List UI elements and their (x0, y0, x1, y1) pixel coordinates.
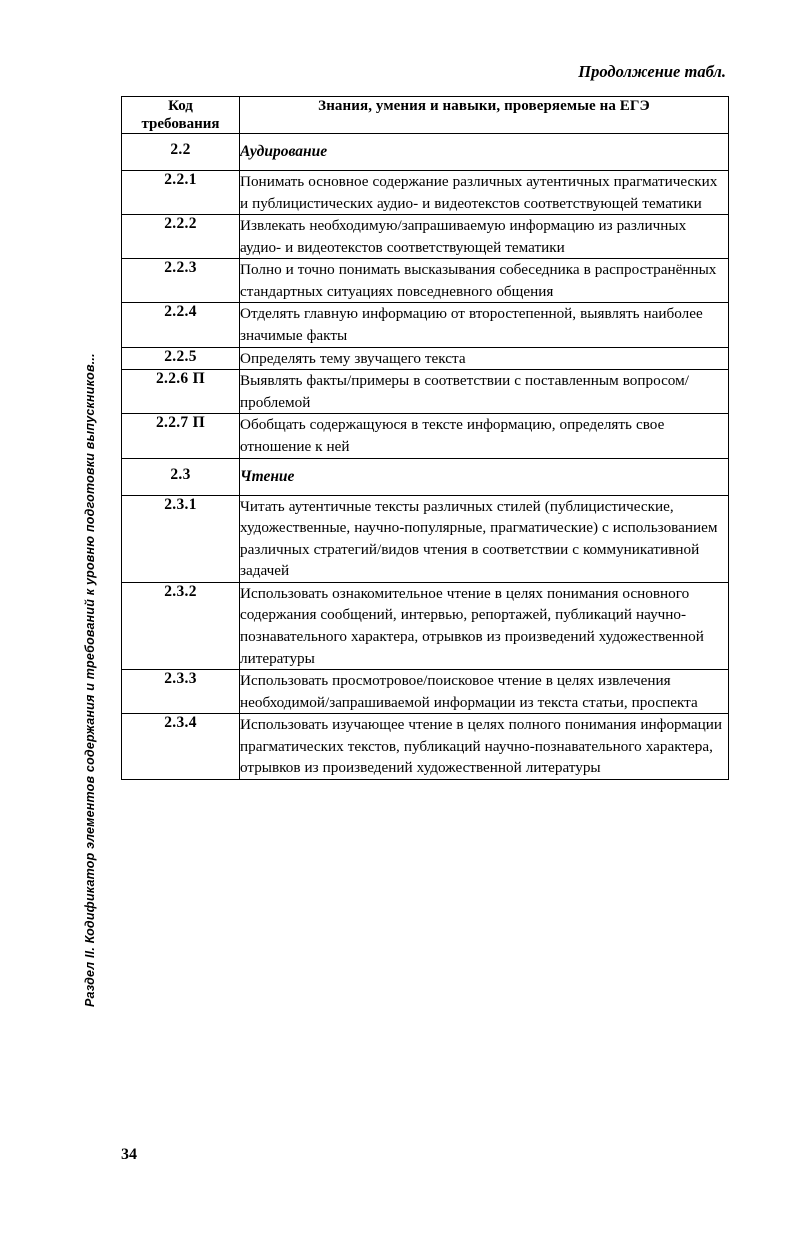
table-row (122, 134, 729, 171)
table-row (122, 215, 729, 259)
table-body (122, 134, 729, 780)
requirement-text: Выявлять факты/примеры в соответствии с поставленным вопросом/проблемой (240, 370, 729, 414)
requirement-code: 2.2.7 П (122, 414, 240, 458)
table-row (122, 171, 729, 215)
requirement-text: Отделять главную информацию от второстепенной, выявлять наиболее значимые факты (240, 303, 729, 347)
table-row (122, 714, 729, 780)
requirement-text: Использовать изучающее чтение в целях полного понимания информации прагматических текстов, публикаций научно-познавательного характера, отрывков из произведений художественной литературы (240, 714, 729, 780)
table-row (122, 259, 729, 303)
requirement-text: Читать аутентичные тексты различных стилей (публицистические, художественные, научно-популярные, прагматические) с использованием различных стратегий/видов чтения в соответствии с коммуникативной задачей (240, 495, 729, 582)
table-header-row (122, 97, 729, 134)
requirement-code: 2.2.5 (122, 347, 240, 370)
requirement-text: Определять тему звучащего текста (240, 347, 729, 370)
column-header-code (122, 97, 240, 134)
section-title: Чтение (240, 458, 729, 495)
requirement-code: 2.2.2 (122, 215, 240, 259)
requirement-code: 2.2.1 (122, 171, 240, 215)
requirement-code: 2.2 (122, 134, 240, 171)
requirement-code: 2.2.4 (122, 303, 240, 347)
requirement-code: 2.3.3 (122, 670, 240, 714)
table-row (122, 670, 729, 714)
column-header-description: Знания, умения и навыки, проверяемые на ЕГЭ (240, 97, 729, 134)
requirement-code: 2.3.1 (122, 495, 240, 582)
page-number: 34 (121, 1146, 137, 1163)
table-row (122, 458, 729, 495)
side-running-head: Раздел II. Кодификатор элементов содержания и требований к уровню подготовки выпускников... (83, 353, 97, 1007)
codifier-table (121, 96, 729, 780)
section-title: Аудирование (240, 134, 729, 171)
requirement-code: 2.2.3 (122, 259, 240, 303)
table-row (122, 370, 729, 414)
table-row (122, 495, 729, 582)
table-row (122, 582, 729, 669)
table-row (122, 347, 729, 370)
table-row (122, 303, 729, 347)
requirement-text: Обобщать содержащуюся в тексте информацию, определять свое отношение к ней (240, 414, 729, 458)
requirement-text: Полно и точно понимать высказывания собеседника в распространённых стандартных ситуациях повседневного общения (240, 259, 729, 303)
requirement-code: 2.3.2 (122, 582, 240, 669)
requirement-text: Использовать ознакомительное чтение в целях понимания основного содержания сообщений, интервью, репортажей, публикаций научно-познавательного характера, отрывков из произведений художественной литературы (240, 582, 729, 669)
requirement-text: Использовать просмотровое/поисковое чтение в целях извлечения необходимой/запрашиваемой информации из текста статьи, проспекта (240, 670, 729, 714)
requirement-text: Извлекать необходимую/запрашиваемую информацию из различных аудио- и видеотекстов соответствующей тематики (240, 215, 729, 259)
requirement-code: 2.2.6 П (122, 370, 240, 414)
table-row (122, 414, 729, 458)
requirement-code: 2.3.4 (122, 714, 240, 780)
continuation-label: Продолжение табл. (578, 62, 726, 81)
requirement-code: 2.3 (122, 458, 240, 495)
column-header-code-line1: Код (168, 98, 193, 114)
column-header-code-line2: требования (141, 116, 220, 132)
requirement-text: Понимать основное содержание различных аутентичных прагматических и публицистических аудио- и видеотекстов соответствующей тематики (240, 171, 729, 215)
